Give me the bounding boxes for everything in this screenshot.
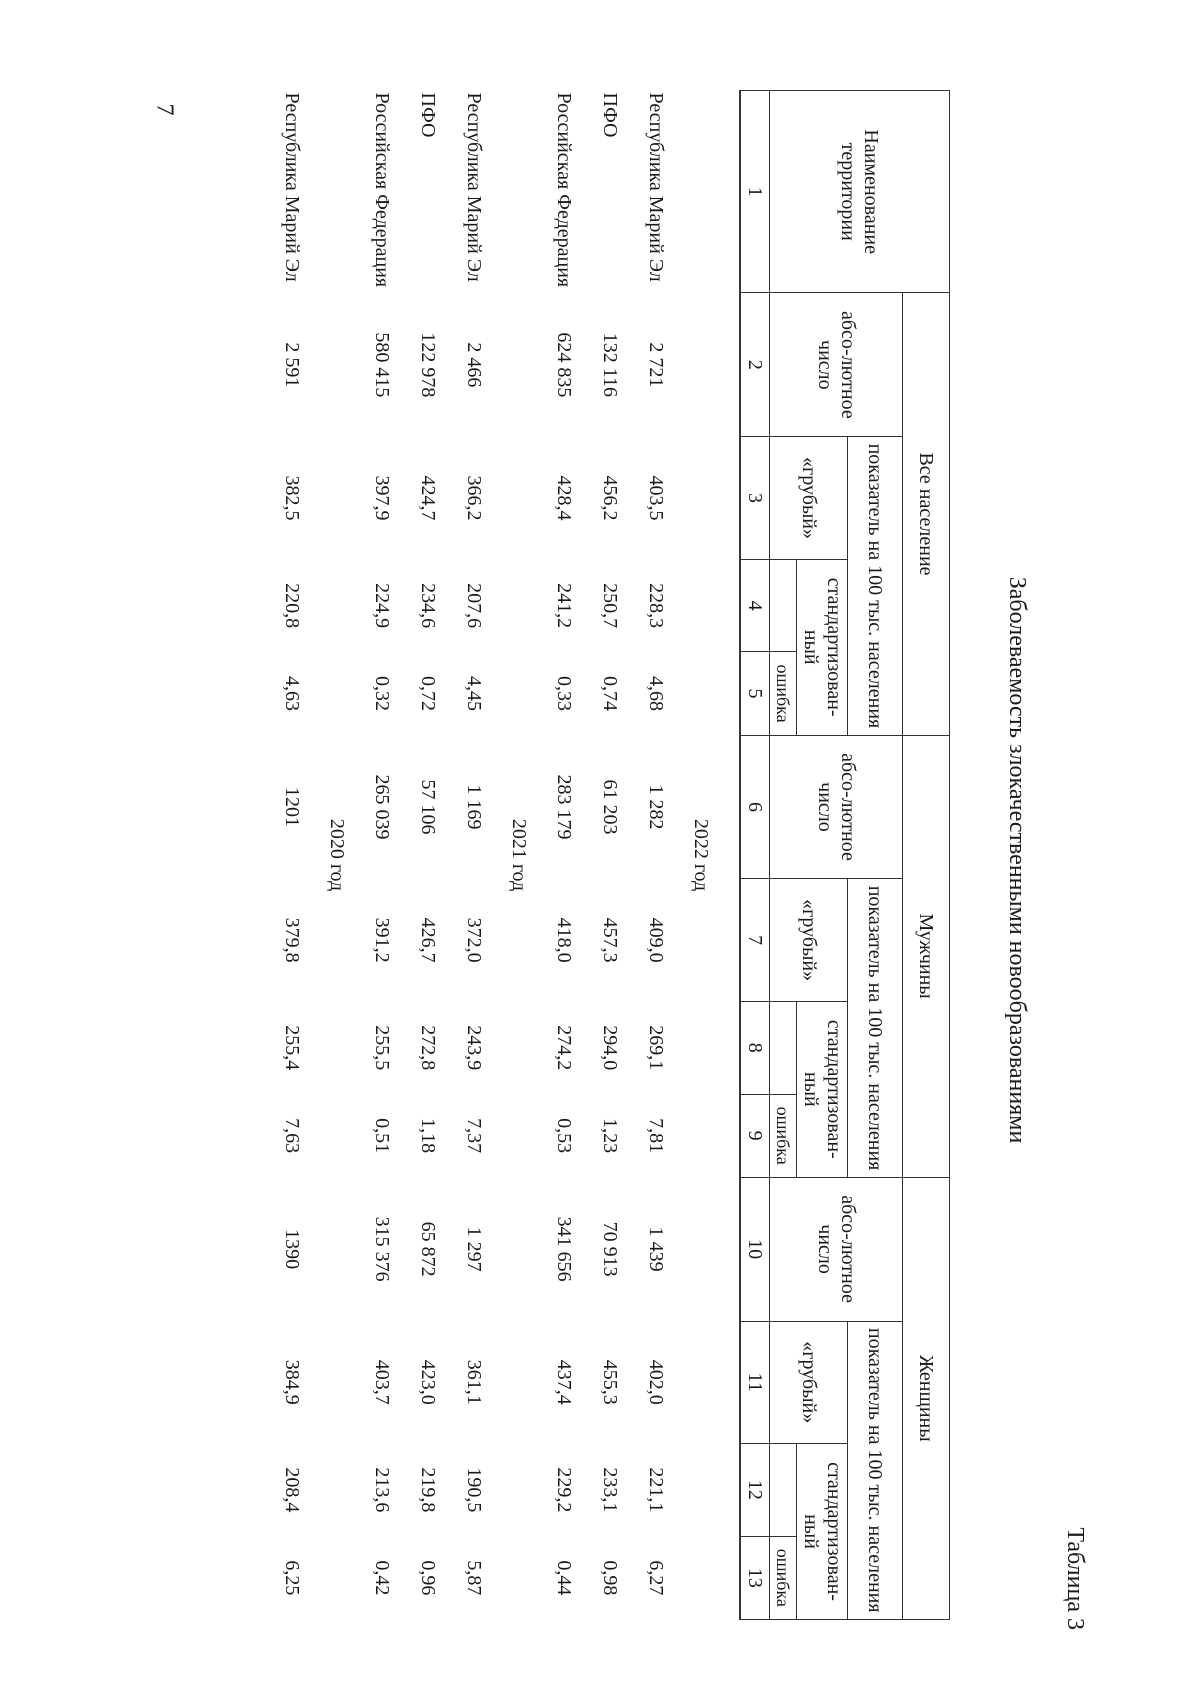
cell: 456,2 <box>599 475 622 521</box>
cell: 7,37 <box>463 1118 486 1154</box>
year-row <box>497 91 541 1620</box>
col-number: 7 <box>740 879 770 1002</box>
col-number: 3 <box>740 437 770 560</box>
cell: 132 116 <box>599 332 622 397</box>
cell: 208,4 <box>281 1467 304 1513</box>
header-absolute: абсо-лютное число <box>770 1177 903 1321</box>
cell: 265 039 <box>371 774 394 840</box>
cell: 0,33 <box>553 676 576 712</box>
cell: 241,2 <box>553 583 576 629</box>
cell: 341 656 <box>553 1216 576 1282</box>
territory-name: Республика Марий Эл <box>645 92 668 282</box>
cell: 6,25 <box>281 1560 304 1596</box>
year-row <box>315 91 359 1620</box>
cell: 0,74 <box>599 676 622 712</box>
year-label: 2021 год <box>508 818 531 892</box>
cell: 7,63 <box>281 1118 304 1154</box>
cell: 418,0 <box>553 917 576 963</box>
col-number: 2 <box>740 293 770 437</box>
cell: 243,9 <box>463 1025 486 1071</box>
cell: 424,7 <box>417 475 440 521</box>
cell: 624 835 <box>553 332 576 398</box>
cell: 224,9 <box>371 583 394 629</box>
cell: 255,5 <box>371 1025 394 1071</box>
header-absolute: абсо-лютное число <box>770 735 903 879</box>
table-body <box>269 91 740 1620</box>
cell: 391,2 <box>371 917 394 963</box>
cell: 221,1 <box>645 1467 668 1513</box>
header-crude: «грубый» <box>770 879 848 1002</box>
cell: 1 297 <box>463 1226 486 1272</box>
page-number: 7 <box>151 103 178 116</box>
cell: 233,1 <box>599 1467 622 1513</box>
cell: 1390 <box>281 1229 304 1270</box>
year-label: 2020 год <box>326 818 349 892</box>
cell: 403,7 <box>371 1359 394 1405</box>
table-row <box>405 91 451 1620</box>
col-number: 5 <box>740 652 770 735</box>
cell: 423,0 <box>417 1359 440 1405</box>
cell: 220,8 <box>281 583 304 629</box>
cell: 229,2 <box>553 1467 576 1513</box>
cell: 228,3 <box>645 583 668 629</box>
cell: 379,8 <box>281 917 304 963</box>
cell: 0,42 <box>371 1560 394 1596</box>
table-header <box>740 91 950 1620</box>
cell: 397,9 <box>371 475 394 521</box>
cell: 250,7 <box>599 583 622 629</box>
col-number: 4 <box>740 559 770 652</box>
cell: 269,1 <box>645 1025 668 1071</box>
territory-name: Республика Марий Эл <box>281 92 304 282</box>
header-error: ошибка <box>770 1094 797 1177</box>
cell: 4,68 <box>645 676 668 712</box>
cell: 0,98 <box>599 1560 622 1596</box>
col-number: 13 <box>740 1536 770 1619</box>
cell: 7,81 <box>645 1118 668 1154</box>
cell: 2 721 <box>645 342 668 388</box>
cell: 61 203 <box>599 779 622 835</box>
header-error: ошибка <box>770 1536 797 1619</box>
cell: 294,0 <box>599 1025 622 1071</box>
table-row <box>541 91 587 1620</box>
year-row <box>679 91 723 1620</box>
cell: 428,4 <box>553 475 576 521</box>
header-error: ошибка <box>770 652 797 735</box>
cell: 1,23 <box>599 1118 622 1154</box>
cell: 315 376 <box>371 1216 394 1282</box>
table-row <box>633 91 679 1620</box>
cell: 4,45 <box>463 676 486 712</box>
header-indicator: показатель на 100 тыс. населения <box>848 879 903 1177</box>
cell: 0,72 <box>417 676 440 712</box>
header-crude: «грубый» <box>770 1321 848 1444</box>
cell: 0,51 <box>371 1118 394 1154</box>
cell: 190,5 <box>463 1467 486 1513</box>
territory-name: Российская Федерация <box>553 92 576 288</box>
header-standardized: стандартизован-ный <box>797 559 848 735</box>
cell: 1201 <box>281 786 304 827</box>
cell: 361,1 <box>463 1359 486 1405</box>
cell: 234,6 <box>417 583 440 629</box>
cell: 0,32 <box>371 676 394 712</box>
year-label: 2022 год <box>690 818 713 892</box>
table-row <box>451 91 497 1620</box>
cell: 426,7 <box>417 917 440 963</box>
cell: 0,44 <box>553 1560 576 1596</box>
cell: 57 106 <box>417 779 440 835</box>
cell: 207,6 <box>463 583 486 629</box>
cell: 1,18 <box>417 1118 440 1154</box>
cell: 122 978 <box>417 332 440 398</box>
col-number: 8 <box>740 1001 770 1094</box>
cell: 580 415 <box>371 332 394 398</box>
cell: 0,96 <box>417 1560 440 1596</box>
header-crude: «грубый» <box>770 437 848 560</box>
table-title: Заболеваемость злокачественными новообразованиями <box>1004 576 1030 1144</box>
header-blank <box>770 1444 797 1537</box>
header-standardized: стандартизован-ный <box>797 1001 848 1177</box>
territory-name: ПФО <box>417 92 440 138</box>
cell: 6,27 <box>645 1560 668 1596</box>
cell: 2 591 <box>281 342 304 388</box>
rotated-sheet <box>281 90 1100 1630</box>
cell: 409,0 <box>645 917 668 963</box>
cell: 0,53 <box>553 1118 576 1154</box>
header-absolute: абсо-лютное число <box>770 293 903 437</box>
cell: 274,2 <box>553 1025 576 1071</box>
territory-name: Российская Федерация <box>371 92 394 288</box>
cell: 402,0 <box>645 1359 668 1405</box>
cell: 372,0 <box>463 917 486 963</box>
cell: 457,3 <box>599 917 622 963</box>
cell: 4,63 <box>281 676 304 712</box>
header-indicator: показатель на 100 тыс. населения <box>848 1321 903 1619</box>
header-group-all: Все население <box>903 293 950 735</box>
header-group-women: Женщины <box>903 1177 950 1619</box>
cell: 272,8 <box>417 1025 440 1071</box>
cell: 1 282 <box>645 784 668 830</box>
cell: 437,4 <box>553 1359 576 1405</box>
cell: 219,8 <box>417 1467 440 1513</box>
col-number: 9 <box>740 1094 770 1177</box>
table-label: Таблица 3 <box>1062 1527 1088 1630</box>
col-number: 11 <box>740 1321 770 1444</box>
table-row <box>269 91 315 1620</box>
col-number: 10 <box>740 1177 770 1321</box>
cell: 255,4 <box>281 1025 304 1071</box>
cell: 5,87 <box>463 1560 486 1596</box>
cell: 213,6 <box>371 1467 394 1513</box>
col-number: 1 <box>740 91 770 293</box>
cell: 403,5 <box>645 475 668 521</box>
header-standardized: стандартизован-ный <box>797 1444 848 1620</box>
cell: 455,3 <box>599 1359 622 1405</box>
territory-name: Республика Марий Эл <box>463 92 486 282</box>
header-blank <box>770 559 797 652</box>
incidence-table <box>269 90 950 1620</box>
cell: 384,9 <box>281 1359 304 1405</box>
cell: 1 169 <box>463 784 486 830</box>
cell: 382,5 <box>281 475 304 521</box>
cell: 2 466 <box>463 342 486 388</box>
header-territory: Наименование территории <box>770 91 950 293</box>
header-blank <box>770 1001 797 1094</box>
cell: 65 872 <box>417 1221 440 1277</box>
cell: 283 179 <box>553 774 576 840</box>
col-number: 6 <box>740 735 770 879</box>
cell: 1 439 <box>645 1226 668 1272</box>
table-row <box>359 91 405 1620</box>
table-row <box>587 91 633 1620</box>
header-group-men: Мужчины <box>903 735 950 1177</box>
cell: 70 913 <box>599 1221 622 1277</box>
territory-name: ПФО <box>599 92 622 138</box>
cell: 366,2 <box>463 475 486 521</box>
col-number: 12 <box>740 1444 770 1537</box>
header-indicator: показатель на 100 тыс. населения <box>848 437 903 735</box>
